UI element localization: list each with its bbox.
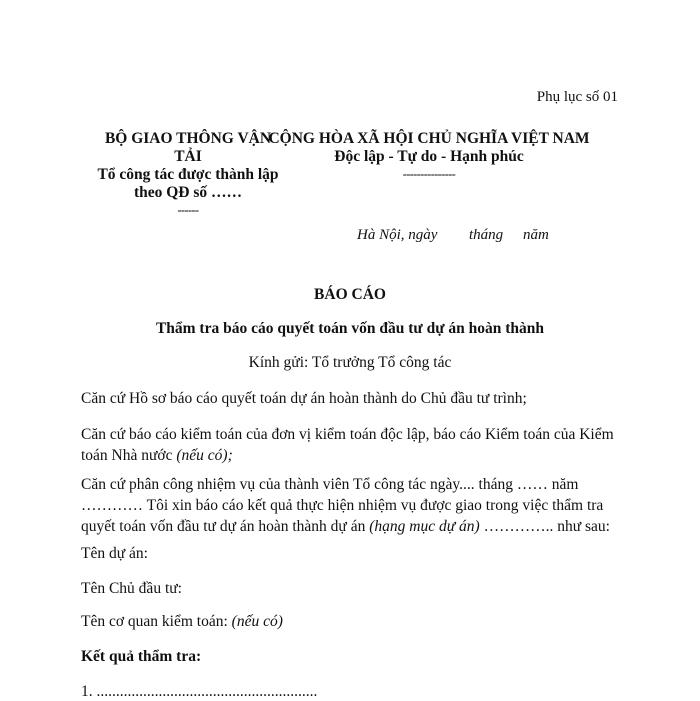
date-place: Hà Nội, ngày: [357, 227, 438, 243]
decision-number-line: theo QĐ số ……: [133, 184, 243, 201]
motto-separator: ---------------: [402, 167, 456, 181]
investor-name-field: Tên Chủ đầu tư:: [81, 580, 182, 597]
date-year: năm: [523, 227, 549, 243]
paragraph-3-text: Căn cứ phân công nhiệm vụ của thành viên Tổ công tác ngày.... tháng …… năm ………… Tôi xin báo cáo kết quả thực hiện nhiệm vụ được giao trong việc thẩm tra quyết toán vốn đầu tư dự án hoàn thành dự án: [81, 476, 604, 535]
appendix-label: Phụ lục số 01: [536, 89, 618, 105]
national-motto: Độc lập - Tự do - Hạnh phúc: [334, 148, 524, 165]
greeting-line: Kính gửi: Tổ trưởng Tổ công tác: [248, 354, 452, 371]
auditor-note: (nếu có): [231, 613, 283, 630]
agency-header: [80, 130, 296, 218]
paragraph-2-note: (nếu có);: [176, 447, 233, 464]
paragraph-2: [81, 424, 621, 466]
date-month: tháng: [469, 227, 504, 243]
paragraph-3-tail: ………….. như sau:: [483, 518, 610, 535]
report-title: BÁO CÁO: [314, 286, 386, 303]
auditor-label: Tên cơ quan kiểm toán:: [81, 613, 228, 630]
result-item-1: 1. .........................................................: [81, 683, 318, 700]
paragraph-1: Căn cứ Hồ sơ báo cáo quyết toán dự án hoàn thành do Chủ đầu tư trình;: [81, 390, 527, 407]
nation-name: CỘNG HÒA XÃ HỘI CHỦ NGHĨA VIỆT NAM: [268, 130, 590, 147]
agency-name-line2: TẢI: [174, 148, 202, 165]
date-line: [357, 227, 549, 244]
auditor-field: [81, 613, 283, 631]
results-heading: Kết quả thẩm tra:: [81, 648, 202, 665]
report-subtitle: Thẩm tra báo cáo quyết toán vốn đầu tư dự án hoàn thành: [155, 320, 545, 337]
agency-name-line1: BỘ GIAO THÔNG VẬN: [104, 130, 272, 147]
paragraph-2-text: Căn cứ báo cáo kiểm toán của đơn vị kiểm toán độc lập, báo cáo Kiểm toán của Kiểm toán Nhà nước: [81, 426, 614, 464]
paragraph-3: [81, 474, 621, 537]
national-header: [266, 130, 592, 182]
paragraph-3-note: (hạng mục dự án): [369, 518, 480, 535]
project-name-field: Tên dự án:: [81, 545, 148, 562]
agency-separator: ------: [177, 203, 199, 217]
team-established-line: Tổ công tác được thành lập: [97, 166, 279, 183]
